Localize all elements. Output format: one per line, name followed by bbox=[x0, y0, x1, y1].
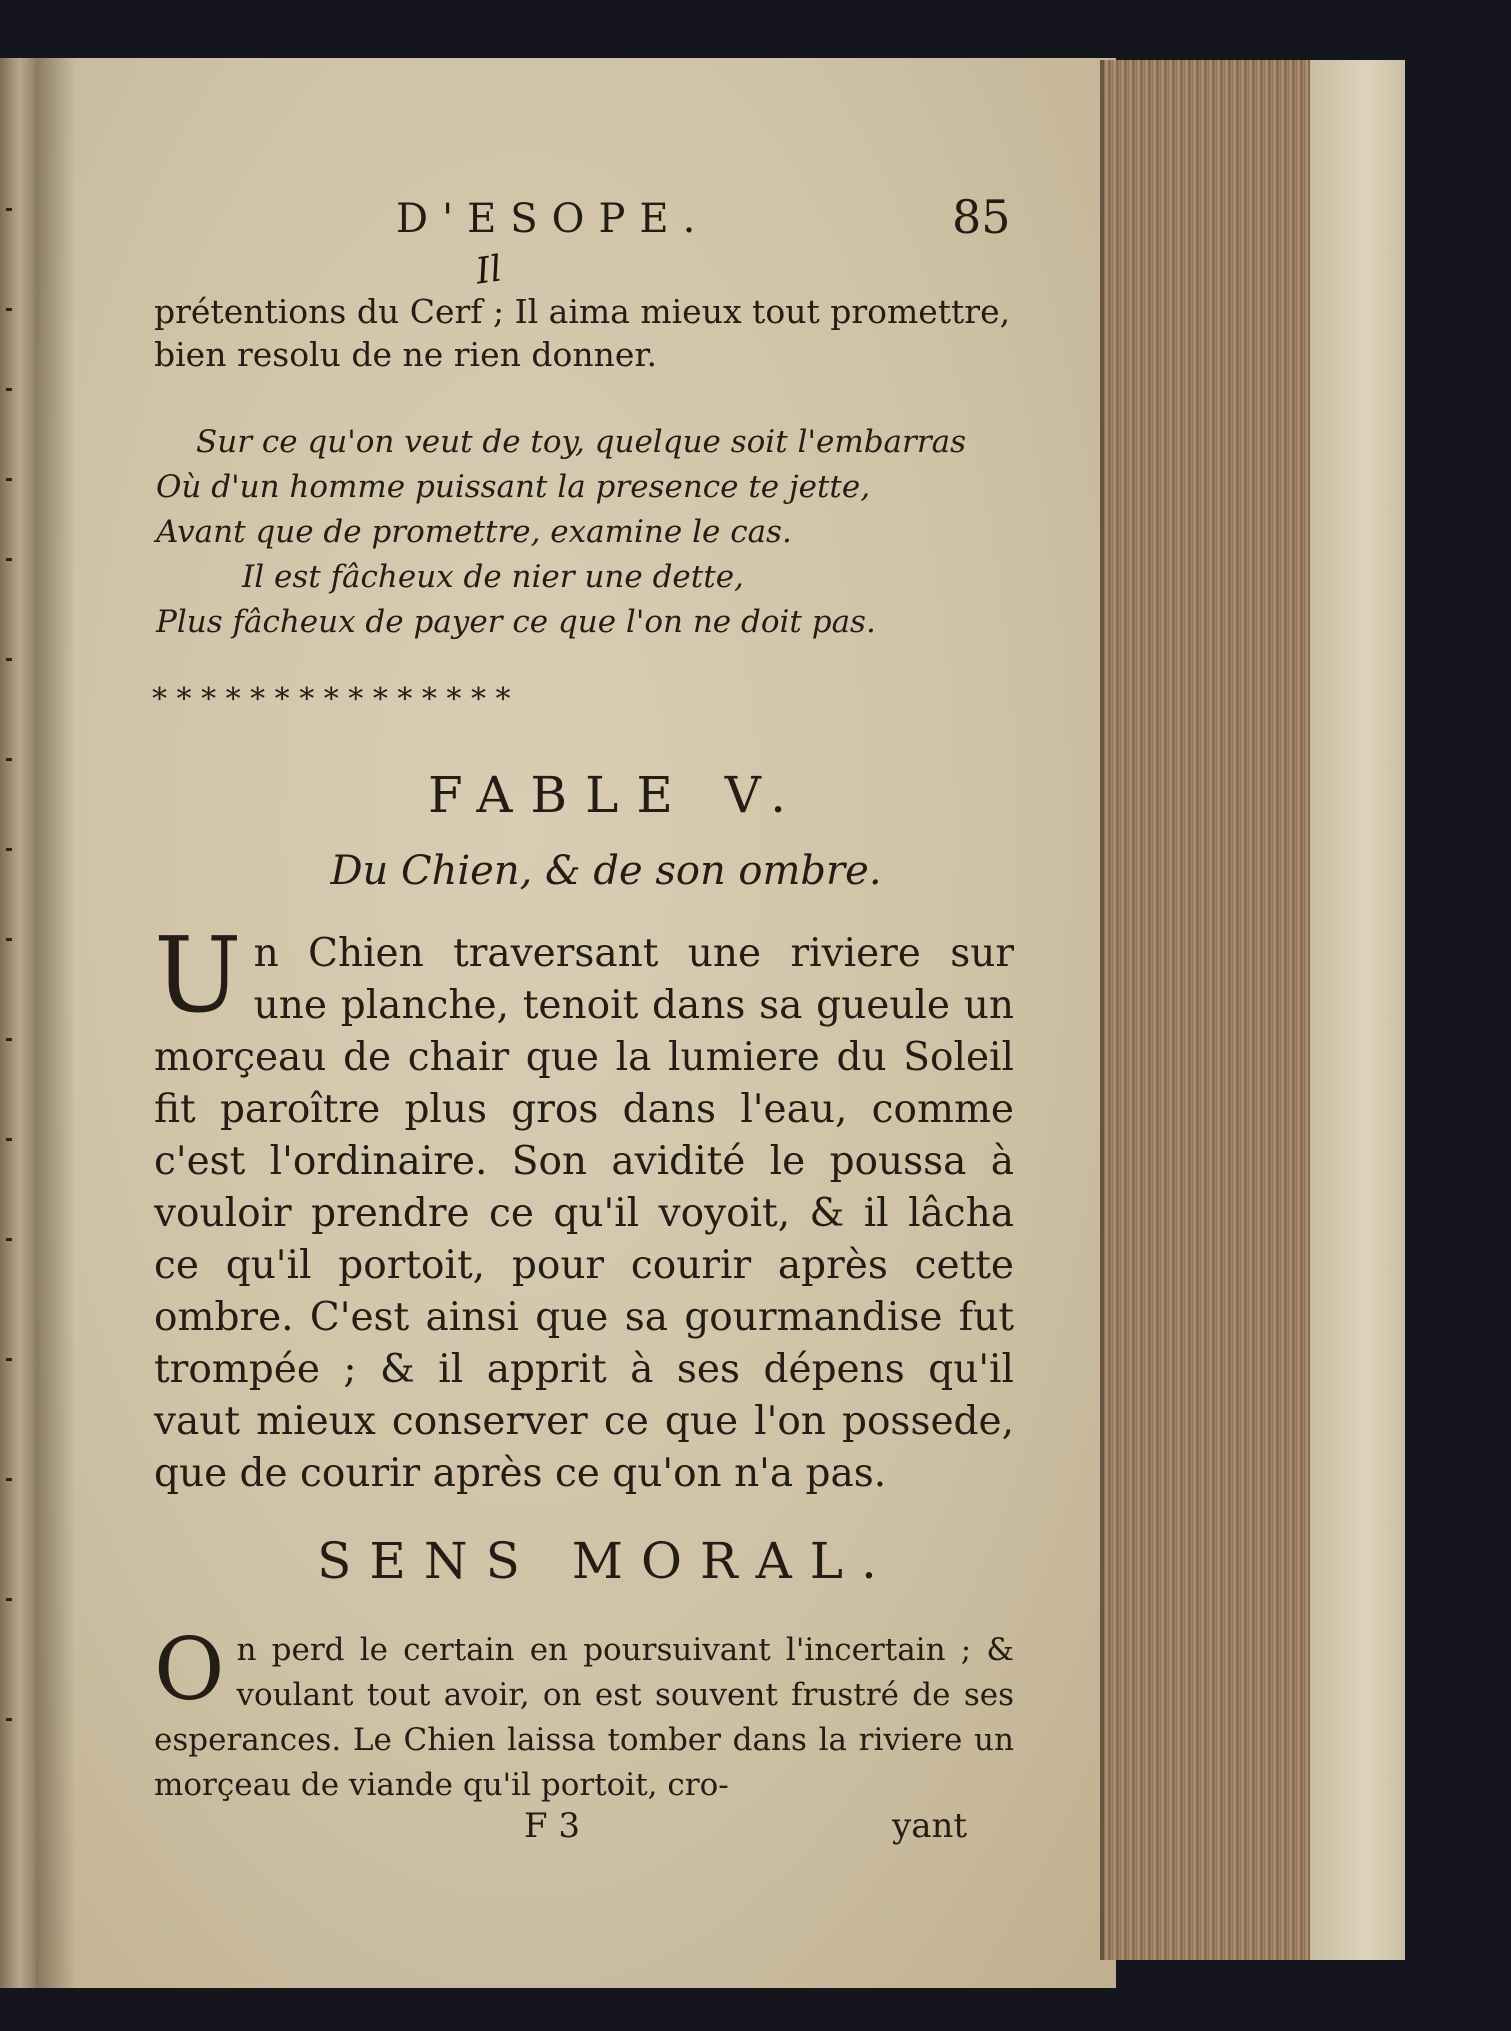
moral-title: SENS MORAL. bbox=[317, 1532, 895, 1590]
verse-block bbox=[156, 420, 1016, 645]
page-number: 85 bbox=[952, 190, 1011, 244]
gutter-shadow bbox=[36, 58, 76, 1988]
intro-text bbox=[154, 290, 1014, 376]
left-page-edge bbox=[0, 58, 36, 1988]
moral-drop-cap: O bbox=[154, 1620, 225, 1720]
handwritten-annotation: Il bbox=[473, 248, 505, 293]
page-edges bbox=[1100, 60, 1334, 1960]
fable-subtitle: Du Chien, & de son ombre. bbox=[330, 848, 882, 894]
verse-line: Où d'un homme puissant la presence te jette, bbox=[156, 469, 871, 505]
signature-mark: F 3 bbox=[524, 1806, 581, 1846]
fable-drop-cap: U bbox=[154, 914, 242, 1036]
fable-body: n Chien traversant une riviere sur une planche, tenoit dans sa gueule un morçeau de chair que la lumiere du Soleil fit paroître plus gros dans l'eau, comme c'est l'ordinaire. Son avidité le poussa à vouloir prendre ce qu'il voyoit, & il lâcha ce qu'il portoit, pour courir après cette ombre. C'est ainsi que sa gourmandise fut trompée ; & il apprit à ses dépens qu'il vaut mieux conserver ce que l'on possede, que de courir après ce qu'on n'a pas. bbox=[154, 931, 1014, 1496]
verse-line: Avant que de promettre, examine le cas. bbox=[156, 514, 792, 550]
catchword: yant bbox=[892, 1806, 968, 1846]
moral-text bbox=[154, 1620, 1014, 1808]
intro-line: bien resolu de ne rien donner. bbox=[154, 335, 658, 374]
moral-body: n perd le certain en poursuivant l'incertain ; & voulant tout avoir, on est souvent frustré de ses esperances. Le Chien laissa tomber dans la riviere un morçeau de viande qu'il portoit, cro- bbox=[154, 1632, 1014, 1803]
intro-line: prétentions du Cerf ; Il aima mieux tout promettre, bbox=[154, 292, 1011, 331]
verse-line: Sur ce qu'on veut de toy, quelque soit l'embarras bbox=[196, 424, 967, 460]
fable-title: FABLE V. bbox=[427, 766, 805, 824]
verse-line: Il est fâcheux de nier une dette, bbox=[242, 559, 744, 595]
verse-line: Plus fâcheux de payer ce que l'on ne doit pas. bbox=[156, 604, 876, 640]
book-cover-edge bbox=[1310, 60, 1405, 1960]
star-separator: * * * * * * * * * * * * * * * bbox=[152, 682, 511, 717]
fable-text bbox=[154, 914, 1014, 1500]
running-title: D'ESOPE. bbox=[396, 196, 710, 242]
book-page bbox=[36, 58, 1116, 1988]
